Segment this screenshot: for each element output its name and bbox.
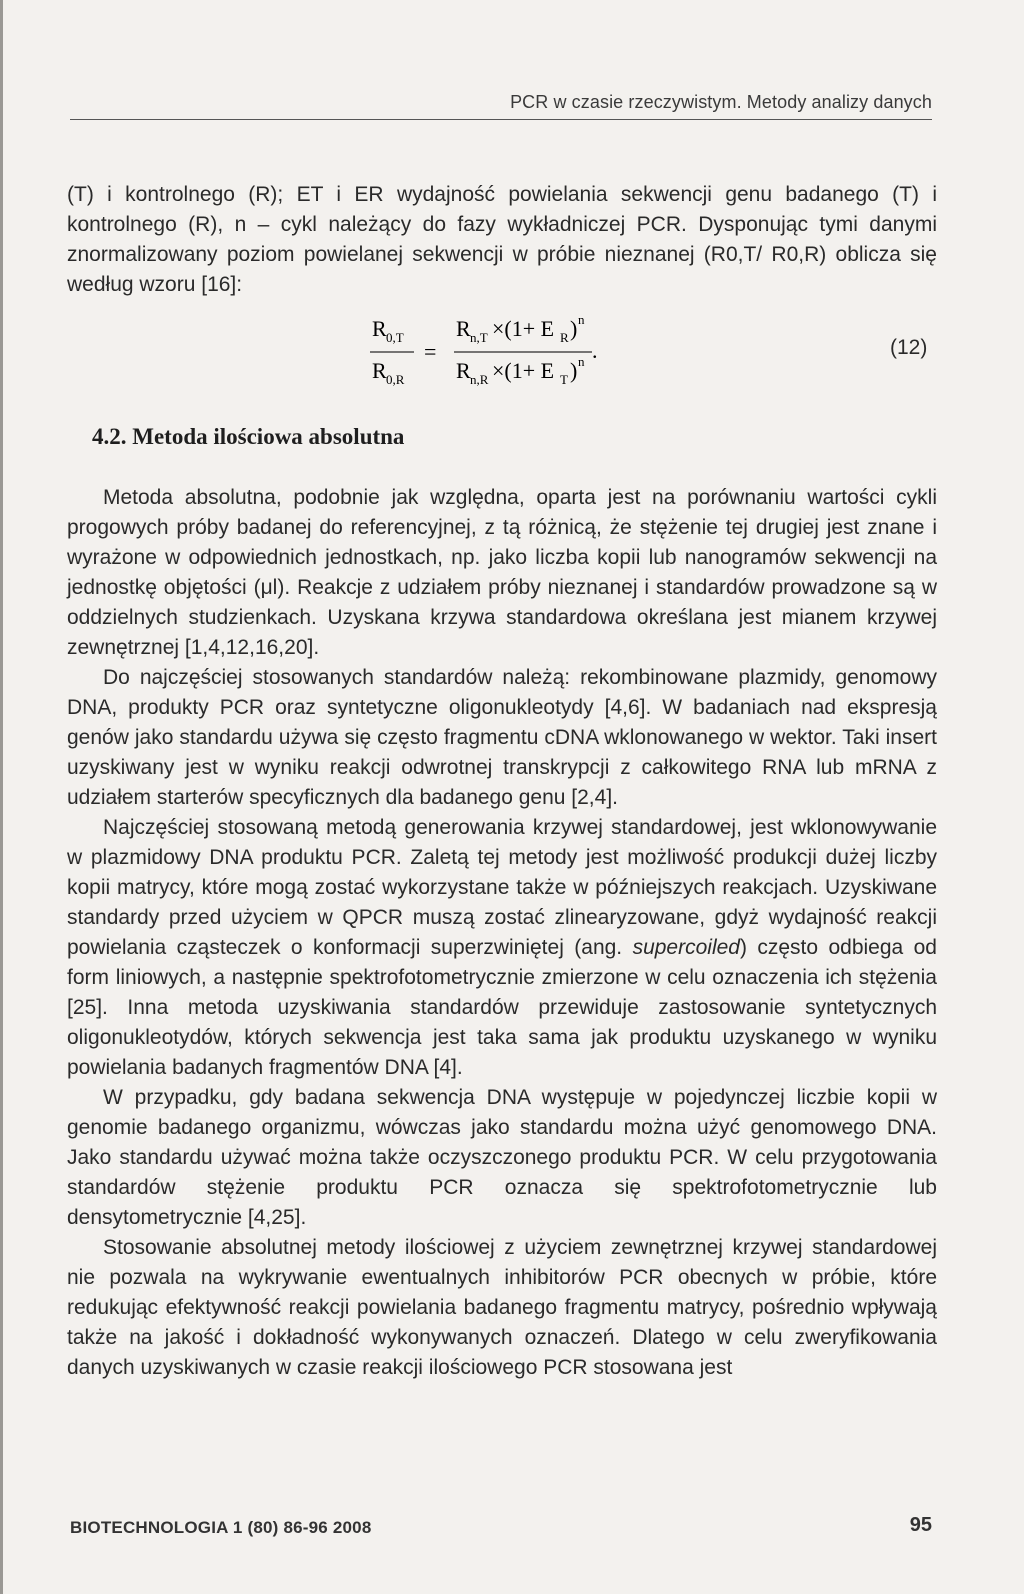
eq-lhs-den: R — [372, 358, 387, 383]
paragraph-5: Stosowanie absolutnej metody ilościowej z użyciem zewnętrznej krzywej standardowej nie pozwala na wykrywanie ewentualnych inhibitorów PCR obecnych w próbie, które redukując efektywność reakcji powielania badanego fragmentu matrycy, pośrednio wpływają także na jakość i dokładność wykonywanych oznaczeń. Dlatego w celu zweryfikowania danych uzyskiwanych w czasie reakcji ilościowego PCR stosowana jest — [67, 1236, 937, 1379]
footer-page-number: 95 — [909, 1514, 932, 1536]
equation-12 — [370, 312, 670, 392]
eq-rhs-num-tail-sub: R — [560, 330, 569, 345]
eq-rhs-den-sub: n,R — [470, 372, 489, 387]
paragraph-4: W przypadku, gdy badana sekwencja DNA występuje w pojedynczej liczbie kopii w genomie badanego organizmu, wówczas jako standardu można użyć genomowego DNA. Jako standardu używać można także oczyszczonego produktu PCR. W celu przygotowania standardów stężenie produktu PCR oznacza się spektrofotometrycznie lub densytometrycznie [4,25]. — [67, 1086, 937, 1229]
eq-period: . — [592, 338, 598, 363]
body-text — [67, 483, 937, 1383]
eq-rhs-den-tail-sub: T — [560, 372, 568, 387]
paragraph-3-part-1: Najczęściej stosowaną metodą generowania krzywej standardowej, jest wklonowywanie w plazmidowy DNA produktu PCR. Zaletą tej metody jest możliwość produkcji dużej liczby kopii matrycy, które mogą zostać wykorzystane także w późniejszych reakcjach. Uzyskiwane standardy przed użyciem w QPCR muszą zostać zlinearyzowane, gdyż wydajność reakcji powielania cząsteczek o konformacji superzwiniętej (ang. — [67, 816, 937, 959]
eq-rhs-den-exponent: n — [578, 354, 585, 369]
eq-rhs-num-sub: n,T — [470, 330, 488, 345]
page-binding-edge — [0, 0, 3, 1594]
section-heading: 4.2. Metoda ilościowa absolutna — [92, 424, 405, 449]
paragraph-3-italic-term: supercoiled — [632, 936, 740, 959]
equation-number: (12) — [890, 336, 928, 359]
eq-rhs-den: R — [456, 358, 471, 383]
eq-lhs-num-sub: 0,T — [386, 330, 404, 345]
eq-rhs-num-exponent: n — [578, 312, 585, 327]
eq-rhs-num-tail: ×(1+ E — [492, 316, 555, 341]
header-rule — [70, 119, 932, 120]
eq-equals: = — [424, 339, 437, 364]
intro-paragraph: (T) i kontrolnego (R); ET i ER wydajność powielania sekwencji genu badanego (T) i kontrolnego (R), n – cykl należący do fazy wykładniczej PCR. Dysponując tymi danymi znormalizowany poziom powielanej sekwencji w próbie nieznanej (R0,T/ R0,R) oblicza się według wzoru [16]: — [67, 183, 937, 296]
eq-rhs-num: R — [456, 316, 471, 341]
eq-rhs-den-close: ) — [570, 358, 578, 383]
eq-lhs-num: R — [372, 316, 387, 341]
eq-lhs-den-sub: 0,R — [386, 372, 405, 387]
paragraph-3-part-2: ) często odbiega od form liniowych, a następnie spektrofotometrycznie zmierzone w celu oznaczenia ich stężenia [25]. Inna metoda uzyskiwania standardów przewiduje zastosowanie syntetycznych oligonukleotydów, których sekwencja jest taka sama jak produktu uzyskanego w wyniku powielania badanych fragmentów DNA [4]. — [67, 936, 937, 1079]
footer-journal-citation: BIOTECHNOLOGIA 1 (80) 86-96 2008 — [70, 1518, 372, 1537]
eq-rhs-den-tail: ×(1+ E — [492, 358, 555, 383]
paragraph-3 — [67, 813, 937, 1083]
eq-rhs-num-close: ) — [570, 316, 578, 341]
paragraph-1: Metoda absolutna, podobnie jak względna, oparta jest na porównaniu wartości cykli progowych próby badanej do referencyjnej, z tą różnicą, że stężenie tej drugiej jest znane i wyrażone w odpowiednich jednostkach, np. jako liczba kopii lub nanogramów sekwencji na jednostkę objętości (μl). Reakcje z udziałem próby nieznanej i standardów prowadzone są w oddzielnych studzienkach. Uzyskana krzywa standardowa określana jest mianem krzywej zewnętrznej [1,4,12,16,20]. — [67, 486, 937, 659]
running-head: PCR w czasie rzeczywistym. Metody analizy danych — [510, 92, 932, 112]
intro-text — [67, 180, 937, 300]
paragraph-2: Do najczęściej stosowanych standardów należą: rekombinowane plazmidy, genomowy DNA, produkty PCR oraz syntetyczne oligonukleotydy [4,6]. W badaniach nad ekspresją genów jako standardu używa się często fragmentu cDNA wklonowanego w wektor. Taki insert uzyskiwany jest w wyniku reakcji odwrotnej transkrypcji z całkowitego RNA lub mRNA z udziałem starterów specyficznych dla badanego genu [2,4]. — [67, 666, 937, 809]
